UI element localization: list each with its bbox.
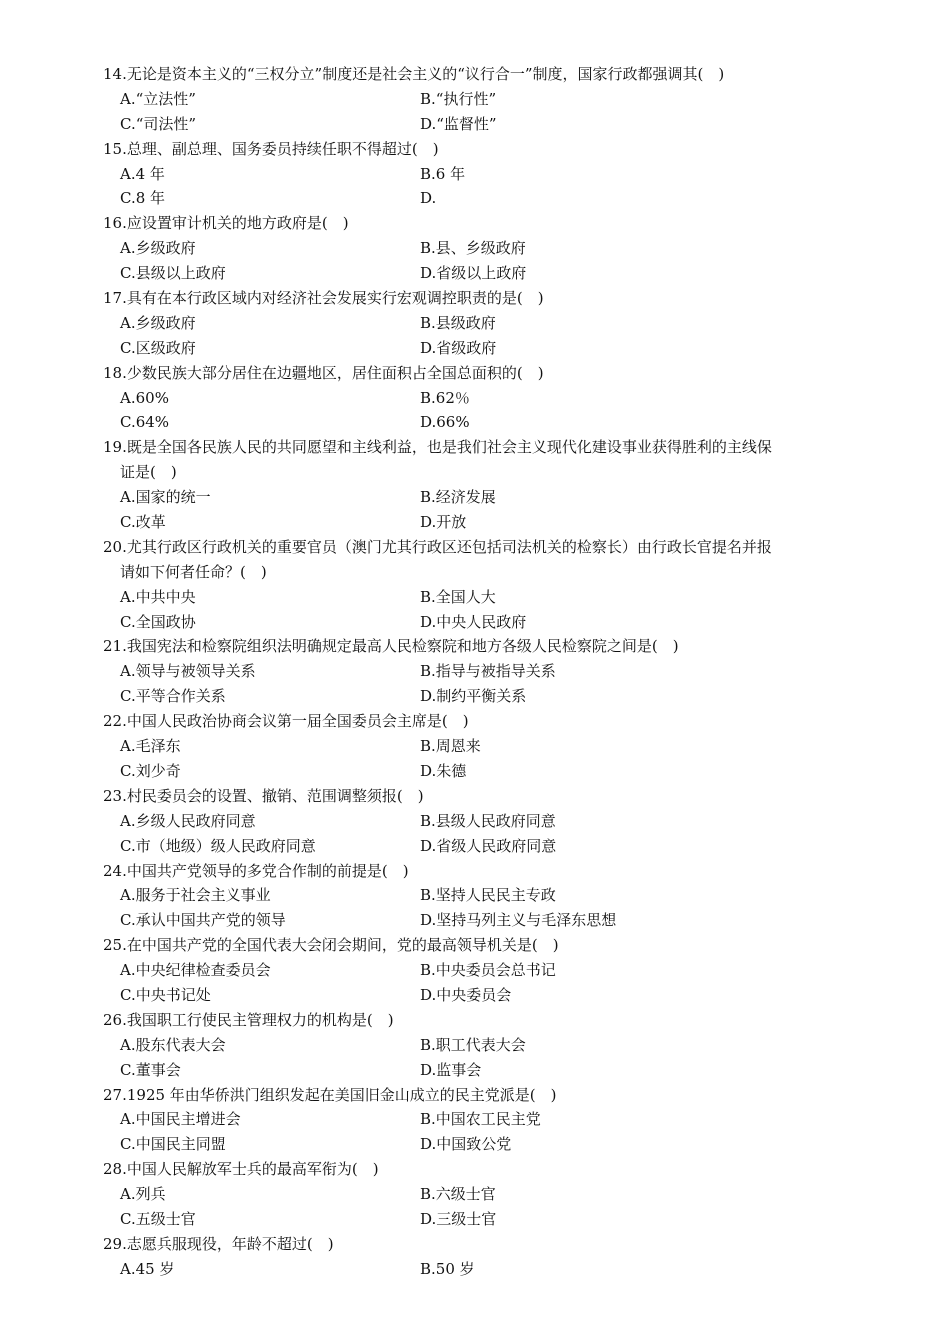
exam-document [103,62,848,1282]
option-row [103,1107,848,1132]
answer-option: C.中央书记处 [120,985,211,1004]
answer-option: B.中国农工民主党 [420,1110,541,1129]
question-stem: 22.中国人民政治协商会议第一届全国委员会主席是( ) [103,712,469,731]
option-row [103,186,848,211]
answer-option: A.乡级政府 [120,313,196,332]
answer-option: B.周恩来 [420,737,481,756]
option-row [103,809,848,834]
question-stem: 25.在中国共产党的全国代表大会闭会期间，党的最高领导机关是( ) [103,936,559,955]
question-stem: 15.总理、副总理、国务委员持续任职不得超过( ) [103,139,439,158]
answer-option: C.承认中国共产党的领导 [120,911,286,930]
option-row [103,1033,848,1058]
answer-option: B.指导与被指导关系 [420,662,556,681]
answer-option: D.监事会 [420,1060,482,1079]
answer-option: D.“监督性” [420,114,497,133]
option-row [103,311,848,336]
option-row [103,659,848,684]
answer-option: C.64% [120,413,170,432]
answer-option: C.平等合作关系 [120,687,226,706]
answer-option: B.62％ [420,388,470,407]
answer-option: C.市（地级）级人民政府同意 [120,836,316,855]
question-stem-continuation: 证是( ) [120,463,177,482]
option-row [103,1182,848,1207]
option-row [103,510,848,535]
question-stem: 28.中国人民解放军士兵的最高军衔为( ) [103,1160,379,1179]
option-row [103,87,848,112]
answer-option: D.省级政府 [420,338,497,357]
option-row [103,386,848,411]
question-stem: 16.应设置审计机关的地方政府是( ) [103,214,349,233]
answer-option: D.中国致公党 [420,1135,512,1154]
answer-option: B.全国人大 [420,587,496,606]
answer-option: C.“司法性” [120,114,197,133]
question-stem: 26.我国职工行使民主管理权力的机构是( ) [103,1010,394,1029]
question-stem: 29.志愿兵服现役，年龄不超过( ) [103,1234,334,1253]
option-row [103,1058,848,1083]
answer-option: C.县级以上政府 [120,264,226,283]
answer-option: D.省级人民政府同意 [420,836,557,855]
answer-option: A.4 年 [120,164,165,183]
answer-option: B.经济发展 [420,488,496,507]
answer-option: A.45 岁 [120,1259,175,1278]
answer-option: C.五级士官 [120,1209,196,1228]
question-stem: 14.无论是资本主义的“三权分立”制度还是社会主义的“议行合一”制度，国家行政都强调其( ) [103,65,725,83]
answer-option: A.乡级政府 [120,239,196,258]
option-row [103,958,848,983]
question-stem: 18.少数民族大部分居住在边疆地区，居住面积占全国总面积的( ) [103,363,544,382]
option-row [103,112,848,137]
option-row [103,1207,848,1232]
answer-option: D.开放 [420,513,467,532]
question-stem: 17.具有在本行政区域内对经济社会发展实行宏观调控职责的是( ) [103,289,544,308]
answer-option: A.“立法性” [120,89,196,108]
answer-option: A.乡级人民政府同意 [120,811,256,830]
answer-option: A.股东代表大会 [120,1035,226,1054]
option-row [103,983,848,1008]
question-stem: 19.既是全国各民族人民的共同愿望和主线利益，也是我们社会主义现代化建设事业获得胜利的主线保 [103,438,772,457]
option-row [103,908,848,933]
option-row [103,684,848,709]
answer-option: A.中央纪律检查委员会 [120,961,271,980]
answer-option: D. [420,189,437,208]
option-row [103,236,848,261]
answer-option: D.三级士官 [420,1209,497,1228]
answer-option: B.坚持人民民主专政 [420,886,556,905]
answer-option: B.县级政府 [420,313,496,332]
answer-option: C.区级政府 [120,338,196,357]
answer-option: A.中共中央 [120,587,196,606]
option-row [103,734,848,759]
answer-option: B.50 岁 [420,1259,475,1278]
option-row [103,1257,848,1282]
answer-option: B.县、乡级政府 [420,239,526,258]
option-row [103,759,848,784]
option-row [103,1132,848,1157]
answer-option: A.60% [120,388,169,407]
option-row [103,162,848,187]
answer-option: B.“执行性” [420,89,497,108]
answer-option: A.领导与被领导关系 [120,662,256,681]
answer-option: D.坚持马列主义与毛泽东思想 [420,911,617,930]
answer-option: C.8 年 [120,189,166,208]
answer-option: D.中央人民政府 [420,612,527,631]
option-row [103,336,848,361]
answer-option: D.省级以上政府 [420,264,527,283]
answer-option: A.毛泽东 [120,737,181,756]
option-row [103,585,848,610]
option-row [103,485,848,510]
answer-option: B.6 年 [420,164,466,183]
option-row [103,410,848,435]
answer-option: C.改革 [120,513,166,532]
question-stem: 23.村民委员会的设置、撤销、范围调整须报( ) [103,786,424,805]
answer-option: A.国家的统一 [120,488,211,507]
option-row [103,834,848,859]
answer-option: D.制约平衡关系 [420,687,527,706]
option-row [103,610,848,635]
question-stem: 20.尤其行政区行政机关的重要官员（澳门尤其行政区还包括司法机关的检察长）由行政长官提名并报 [103,537,772,556]
answer-option: C.刘少奇 [120,761,181,780]
answer-option: A.服务于社会主义事业 [120,886,271,905]
answer-option: A.中国民主增进会 [120,1110,241,1129]
answer-option: B.职工代表大会 [420,1035,526,1054]
answer-option: C.董事会 [120,1060,181,1079]
answer-option: B.六级士官 [420,1185,496,1204]
question-stem: 24.中国共产党领导的多党合作制的前提是( ) [103,861,409,880]
option-row [103,883,848,908]
question-stem-continuation: 请如下何者任命？( ) [120,562,267,581]
answer-option: D.66% [420,413,470,432]
option-row [103,261,848,286]
answer-option: A.列兵 [120,1185,166,1204]
answer-option: B.中央委员会总书记 [420,961,556,980]
answer-option: C.全国政协 [120,612,196,631]
question-stem: 21.我国宪法和检察院组织法明确规定最高人民检察院和地方各级人民检察院之间是( ) [103,637,679,656]
answer-option: D.朱德 [420,761,467,780]
answer-option: B.县级人民政府同意 [420,811,556,830]
answer-option: C.中国民主同盟 [120,1135,226,1154]
answer-option: D.中央委员会 [420,985,512,1004]
question-stem: 27.1925 年由华侨洪门组织发起在美国旧金山成立的民主党派是( ) [103,1085,557,1104]
